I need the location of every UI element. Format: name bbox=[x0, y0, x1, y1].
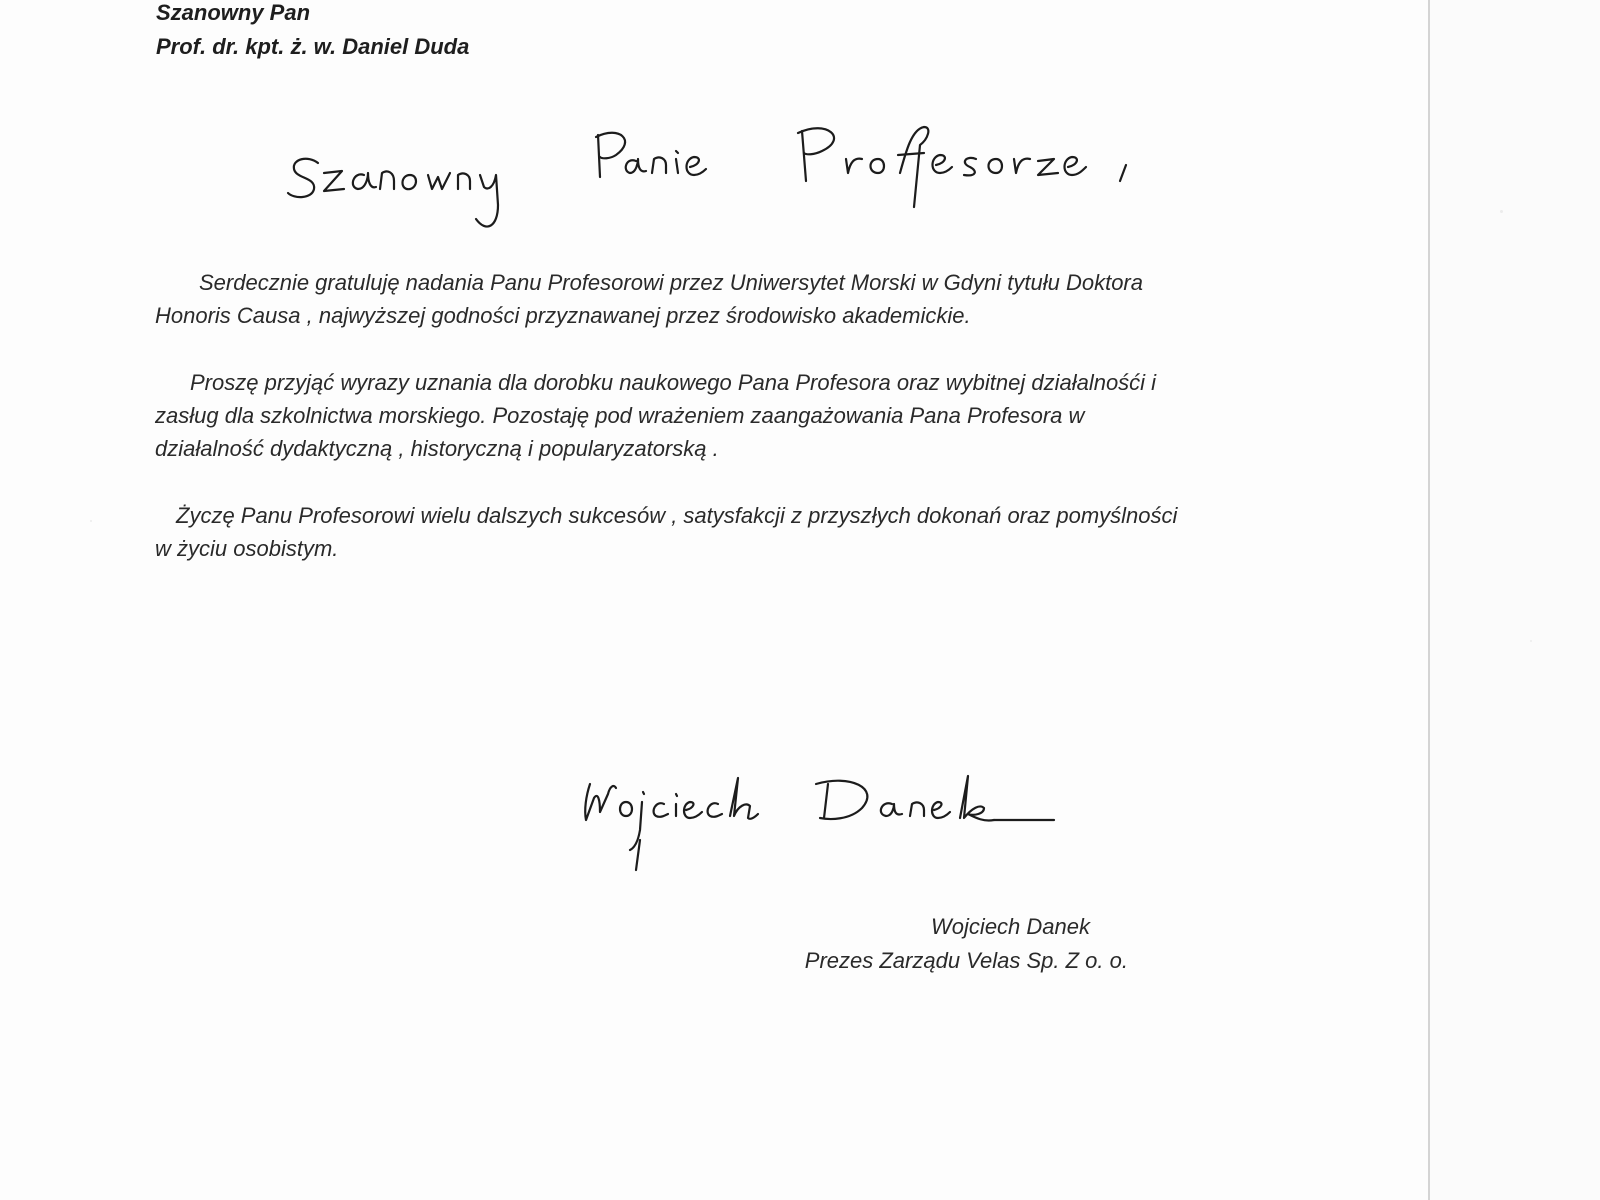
body-paragraph-3: Życzę Panu Profesorowi wielu dalszych sukcesów , satysfakcji z przyszłych dokonań oraz pomyślności w życiu osobistym. bbox=[155, 503, 1178, 561]
letter-body bbox=[155, 266, 1195, 599]
page-edge-divider bbox=[1428, 0, 1430, 1200]
signer-block bbox=[750, 910, 1130, 978]
signer-name: Wojciech Danek bbox=[931, 914, 1090, 939]
scan-margin bbox=[1430, 0, 1600, 1200]
body-paragraph-1: Serdecznie gratuluję nadania Panu Profesorowi przez Uniwersytet Morski w Gdyni tytułu Doktora Honoris Causa , najwyższej godności przyznawanej przez środowisko akademickie. bbox=[155, 270, 1143, 328]
handwritten-salutation bbox=[280, 115, 1160, 245]
scan-speck bbox=[90, 520, 92, 522]
handwritten-signature bbox=[580, 770, 1080, 880]
scan-speck bbox=[1530, 640, 1532, 642]
addressee-block bbox=[156, 0, 469, 64]
body-paragraph-2: Proszę przyjąć wyrazy uznania dla dorobku naukowego Pana Profesora oraz wybitnej działalnośći i zasług dla szkolnictwa morskiego. Pozostaję pod wrażeniem zaangażowania Pana Profesora w działalność dydaktyczną , historyczną i popularyzatorską . bbox=[155, 370, 1157, 461]
addressee-line-2: Prof. dr. kpt. ż. w. Daniel Duda bbox=[156, 34, 470, 59]
scan-speck bbox=[1500, 210, 1503, 213]
signer-title: Prezes Zarządu Velas Sp. Z o. o. bbox=[804, 948, 1128, 973]
addressee-line-1: Szanowny Pan bbox=[156, 0, 311, 25]
